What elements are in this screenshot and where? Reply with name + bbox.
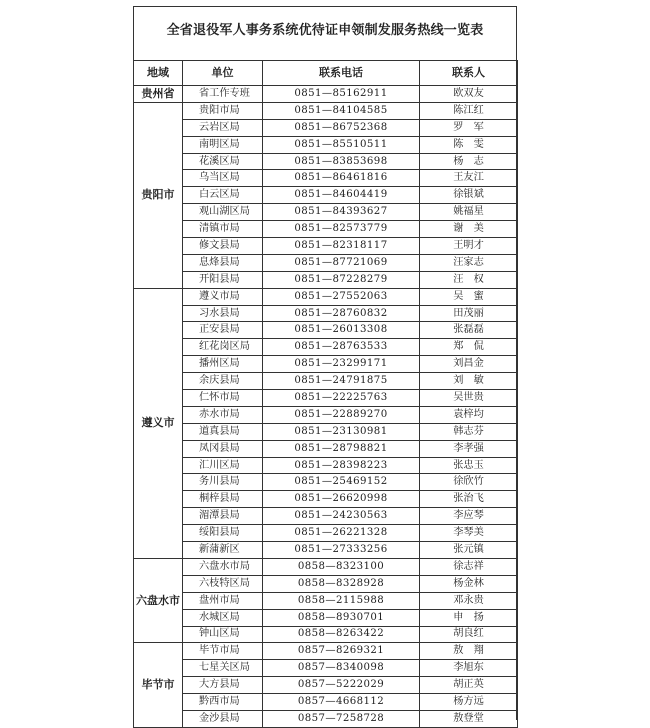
contact-cell: 李旭东 <box>420 660 518 677</box>
table-row <box>134 491 518 508</box>
phone-cell: 0851—87721069 <box>263 254 420 271</box>
phone-cell: 0851—24230563 <box>263 508 420 525</box>
contact-cell: 李应琴 <box>420 508 518 525</box>
phone-cell: 0851—85162911 <box>263 86 420 103</box>
contact-cell: 杨金林 <box>420 575 518 592</box>
unit-cell: 凤冈县局 <box>183 440 263 457</box>
phone-cell: 0851—82573779 <box>263 221 420 238</box>
region-cell: 贵州省 <box>134 86 183 103</box>
region-cell: 毕节市 <box>134 643 183 727</box>
phone-cell: 0851—28763533 <box>263 339 420 356</box>
unit-cell: 毕节市局 <box>183 643 263 660</box>
contact-cell: 陈江红 <box>420 102 518 119</box>
phone-cell: 0851—23299171 <box>263 356 420 373</box>
contact-cell: 欧双友 <box>420 86 518 103</box>
phone-cell: 0851—84604419 <box>263 187 420 204</box>
contact-cell: 刘昌金 <box>420 356 518 373</box>
contact-cell: 田茂丽 <box>420 305 518 322</box>
phone-cell: 0851—85510511 <box>263 136 420 153</box>
contact-cell: 胡良红 <box>420 626 518 643</box>
table-row <box>134 170 518 187</box>
phone-cell: 0851—23130981 <box>263 423 420 440</box>
table-row <box>134 373 518 390</box>
document-sheet <box>133 6 517 724</box>
phone-cell: 0851—27333256 <box>263 542 420 559</box>
table-row <box>134 423 518 440</box>
table-row <box>134 187 518 204</box>
phone-cell: 0851—86752368 <box>263 119 420 136</box>
unit-cell: 汇川区局 <box>183 457 263 474</box>
contact-cell: 袁梓均 <box>420 406 518 423</box>
table-row <box>134 390 518 407</box>
unit-cell: 息烽县局 <box>183 254 263 271</box>
unit-cell: 观山湖区局 <box>183 204 263 221</box>
phone-cell: 0858—8328928 <box>263 575 420 592</box>
contact-cell: 张忠玉 <box>420 457 518 474</box>
table-row <box>134 102 518 119</box>
unit-cell: 道真县局 <box>183 423 263 440</box>
table-row <box>134 710 518 727</box>
table-row <box>134 356 518 373</box>
contact-cell: 韩志芬 <box>420 423 518 440</box>
table-row <box>134 558 518 575</box>
table-row <box>134 288 518 305</box>
table-row <box>134 525 518 542</box>
phone-cell: 0851—87228279 <box>263 271 420 288</box>
phone-cell: 0851—26620998 <box>263 491 420 508</box>
contact-cell: 邓永贵 <box>420 592 518 609</box>
phone-cell: 0858—8263422 <box>263 626 420 643</box>
unit-cell: 钟山区局 <box>183 626 263 643</box>
header-unit: 单位 <box>183 61 263 86</box>
table-row <box>134 592 518 609</box>
unit-cell: 习水县局 <box>183 305 263 322</box>
table-body <box>134 86 518 728</box>
contact-cell: 杨方远 <box>420 694 518 711</box>
unit-cell: 黔西市局 <box>183 694 263 711</box>
unit-cell: 六枝特区局 <box>183 575 263 592</box>
contact-cell: 张元镇 <box>420 542 518 559</box>
table-row <box>134 153 518 170</box>
table-row <box>134 221 518 238</box>
header-contact: 联系人 <box>420 61 518 86</box>
header-region: 地域 <box>134 61 183 86</box>
contact-cell: 郑 侃 <box>420 339 518 356</box>
phone-cell: 0857—8269321 <box>263 643 420 660</box>
phone-cell: 0851—28398223 <box>263 457 420 474</box>
unit-cell: 金沙县局 <box>183 710 263 727</box>
table-row <box>134 339 518 356</box>
phone-cell: 0858—8323100 <box>263 558 420 575</box>
contact-cell: 敖登堂 <box>420 710 518 727</box>
contact-cell: 徐银斌 <box>420 187 518 204</box>
phone-cell: 0857—8340098 <box>263 660 420 677</box>
table-row <box>134 406 518 423</box>
phone-cell: 0851—84393627 <box>263 204 420 221</box>
phone-cell: 0858—8930701 <box>263 609 420 626</box>
unit-cell: 七星关区局 <box>183 660 263 677</box>
unit-cell: 白云区局 <box>183 187 263 204</box>
contact-cell: 李琴美 <box>420 525 518 542</box>
table-row <box>134 136 518 153</box>
contact-cell: 申 扬 <box>420 609 518 626</box>
phone-cell: 0857—4668112 <box>263 694 420 711</box>
contact-cell: 刘 敏 <box>420 373 518 390</box>
unit-cell: 正安县局 <box>183 322 263 339</box>
contact-cell: 王明才 <box>420 238 518 255</box>
contact-cell: 罗 军 <box>420 119 518 136</box>
contact-cell: 张治飞 <box>420 491 518 508</box>
phone-cell: 0851—83853698 <box>263 153 420 170</box>
table-row <box>134 238 518 255</box>
table-row <box>134 575 518 592</box>
unit-cell: 余庆县局 <box>183 373 263 390</box>
unit-cell: 六盘水市局 <box>183 558 263 575</box>
table-row <box>134 305 518 322</box>
contact-cell: 杨 志 <box>420 153 518 170</box>
unit-cell: 红花岗区局 <box>183 339 263 356</box>
phone-cell: 0857—5222029 <box>263 677 420 694</box>
phone-cell: 0851—86461816 <box>263 170 420 187</box>
phone-cell: 0851—82318117 <box>263 238 420 255</box>
table-row <box>134 694 518 711</box>
unit-cell: 赤水市局 <box>183 406 263 423</box>
phone-cell: 0851—22889270 <box>263 406 420 423</box>
unit-cell: 绥阳县局 <box>183 525 263 542</box>
contact-cell: 胡正英 <box>420 677 518 694</box>
table-row <box>134 660 518 677</box>
table-row <box>134 677 518 694</box>
unit-cell: 开阳县局 <box>183 271 263 288</box>
unit-cell: 湄潭县局 <box>183 508 263 525</box>
table-row <box>134 86 518 103</box>
unit-cell: 省工作专班 <box>183 86 263 103</box>
phone-cell: 0851—22225763 <box>263 390 420 407</box>
table-row <box>134 542 518 559</box>
contact-cell: 姚福星 <box>420 204 518 221</box>
header-row <box>134 61 518 86</box>
table-row <box>134 457 518 474</box>
contact-cell: 徐志祥 <box>420 558 518 575</box>
region-cell: 遵义市 <box>134 288 183 558</box>
table-row <box>134 119 518 136</box>
unit-cell: 云岩区局 <box>183 119 263 136</box>
table-row <box>134 609 518 626</box>
table-row <box>134 322 518 339</box>
contact-cell: 陈 雯 <box>420 136 518 153</box>
table-row <box>134 204 518 221</box>
unit-cell: 南明区局 <box>183 136 263 153</box>
unit-cell: 贵阳市局 <box>183 102 263 119</box>
unit-cell: 遵义市局 <box>183 288 263 305</box>
unit-cell: 水城区局 <box>183 609 263 626</box>
unit-cell: 花溪区局 <box>183 153 263 170</box>
contact-cell: 吴 蜜 <box>420 288 518 305</box>
table-row <box>134 508 518 525</box>
table-row <box>134 440 518 457</box>
unit-cell: 乌当区局 <box>183 170 263 187</box>
region-cell: 六盘水市 <box>134 558 183 642</box>
phone-cell: 0851—26221328 <box>263 525 420 542</box>
unit-cell: 修文县局 <box>183 238 263 255</box>
hotline-table <box>133 60 518 728</box>
region-cell: 贵阳市 <box>134 102 183 288</box>
unit-cell: 桐梓县局 <box>183 491 263 508</box>
unit-cell: 新蒲新区 <box>183 542 263 559</box>
contact-cell: 李孝强 <box>420 440 518 457</box>
phone-cell: 0851—26013308 <box>263 322 420 339</box>
phone-cell: 0851—28798821 <box>263 440 420 457</box>
contact-cell: 徐欣竹 <box>420 474 518 491</box>
phone-cell: 0851—25469152 <box>263 474 420 491</box>
phone-cell: 0851—24791875 <box>263 373 420 390</box>
contact-cell: 汪家志 <box>420 254 518 271</box>
page-title: 全省退役军人事务系统优待证申领制发服务热线一览表 <box>166 23 484 38</box>
table-row <box>134 626 518 643</box>
header-phone: 联系电话 <box>263 61 420 86</box>
phone-cell: 0858—2115988 <box>263 592 420 609</box>
unit-cell: 仁怀市局 <box>183 390 263 407</box>
contact-cell: 汪 权 <box>420 271 518 288</box>
unit-cell: 务川县局 <box>183 474 263 491</box>
contact-cell: 敖 翔 <box>420 643 518 660</box>
unit-cell: 清镇市局 <box>183 221 263 238</box>
table-row <box>134 254 518 271</box>
phone-cell: 0857—7258728 <box>263 710 420 727</box>
phone-cell: 0851—27552063 <box>263 288 420 305</box>
unit-cell: 播州区局 <box>183 356 263 373</box>
unit-cell: 大方县局 <box>183 677 263 694</box>
contact-cell: 王友江 <box>420 170 518 187</box>
contact-cell: 吴世贵 <box>420 390 518 407</box>
contact-cell: 谢 美 <box>420 221 518 238</box>
phone-cell: 0851—84104585 <box>263 102 420 119</box>
contact-cell: 张磊磊 <box>420 322 518 339</box>
phone-cell: 0851—28760832 <box>263 305 420 322</box>
unit-cell: 盘州市局 <box>183 592 263 609</box>
table-row <box>134 643 518 660</box>
table-row <box>134 271 518 288</box>
table-row <box>134 474 518 491</box>
